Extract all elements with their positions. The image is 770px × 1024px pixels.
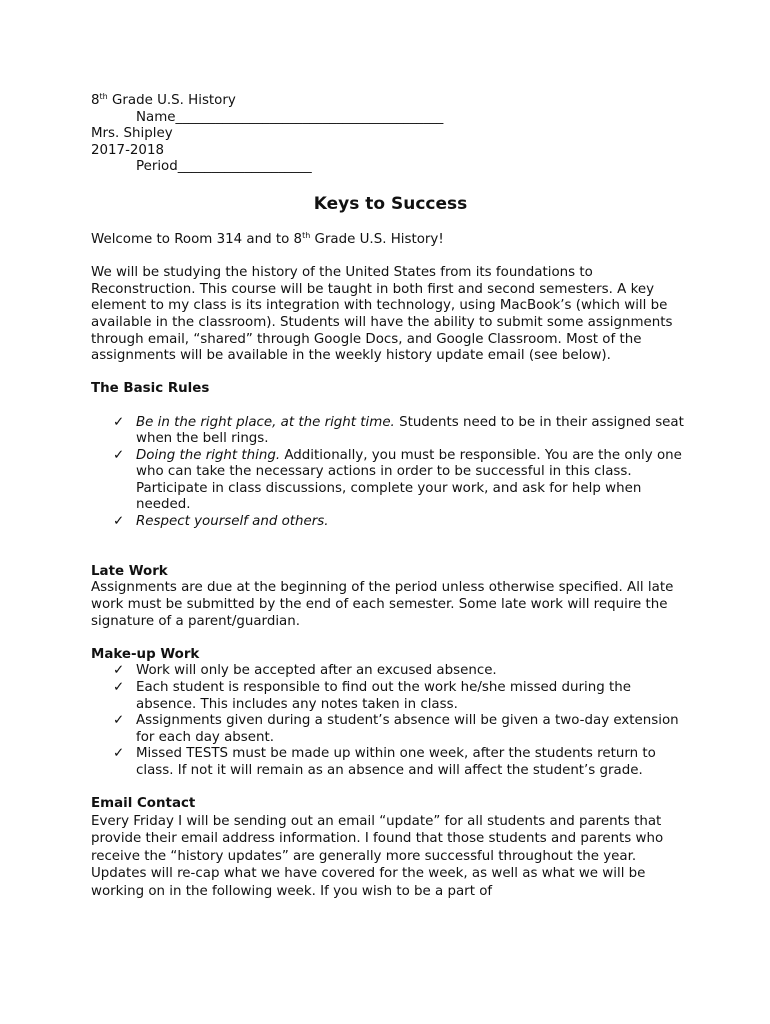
spacer [91,547,691,564]
list-item [113,713,691,746]
period-label: Period [136,159,178,175]
welcome-line [91,232,691,249]
checkmark-icon: ✓ [113,414,125,430]
spacer [91,365,691,382]
checkmark-icon: ✓ [113,663,125,679]
header-block [91,93,691,176]
document-body [91,93,691,900]
checkmark-icon: ✓ [113,514,125,530]
rule-emphasis: Be in the right place, at the right time. [136,414,395,430]
period-blank: ____________________ [177,159,312,175]
welcome-before: Welcome to Room 314 and to 8 [91,231,303,247]
makeup-text: Assignments given during a student’s absence will be given a two-day extension for each day absent. [136,713,679,745]
rule-emphasis: Respect yourself and others. [136,514,329,530]
school-year: 2017-2018 [91,142,164,158]
period-line [91,159,691,176]
course-line [91,93,691,110]
list-item [113,746,691,779]
checkmark-icon: ✓ [113,713,125,729]
teacher-name: Mrs. Shipley [91,126,173,142]
checkmark-icon: ✓ [113,746,125,762]
list-item [113,415,691,448]
makeup-work-heading: Make-up Work [91,646,200,662]
page-title: Keys to Success [313,193,468,214]
rule-emphasis: Doing the right thing. [136,447,281,463]
basic-rules-heading: The Basic Rules [91,381,210,397]
list-item [113,663,691,680]
intro-paragraph: We will be studying the history of the United States from its foundations to Reconstruction. This course will be taught in both first and second semesters. A key element to my class is its integration with technology, using MacBook’s (which will be available in the classroom). Students will have the ability to submit some assignments through email, “shared” through Google Docs, and Google Classroom. Most of the assignments will be available in the weekly history update email (see below). [91,265,673,364]
checkmark-icon: ✓ [113,447,125,463]
spacer [91,531,691,548]
spacer [91,398,691,415]
makeup-text: Missed TESTS must be made up within one week, after the students return to class. If not it will remain as an absence and will affect the student’s grade. [136,746,656,778]
spacer [91,249,691,266]
course-name: Grade U.S. History [112,93,236,108]
spacer [91,630,691,647]
email-contact-paragraph: Every Friday I will be sending out an email “update” for all students and parents that provide their email address information. I found that those students and parents who receive the “history updates” are generally more successful throughout the year. Updates will re-cap what we have covered for the week, as well as what we will be working on in the following week. If you wish to be a part of [91,813,664,899]
welcome-sup: th [302,230,311,240]
list-item [113,514,691,531]
basic-rules-list [91,415,691,531]
spacer [91,780,691,797]
name-label: Name [136,109,176,125]
name-line [91,110,691,127]
makeup-work-list [91,663,691,779]
list-item [113,448,691,514]
late-work-paragraph: Assignments are due at the beginning of the period unless otherwise specified. All late work must be submitted by the end of each semester. Some late work will require the signature of a parent/guardian. [91,580,674,629]
name-blank: ________________________________________ [175,109,444,125]
makeup-text: Work will only be accepted after an excused absence. [136,663,497,679]
checkmark-icon: ✓ [113,680,125,695]
email-contact-heading: Email Contact [91,796,196,812]
late-work-heading: Late Work [91,563,168,579]
course-grade: 8 [91,93,100,108]
course-grade-sup: th [99,92,108,101]
welcome-after: Grade U.S. History! [310,231,444,247]
rule-text: Students need to be in their assigned seat when the bell rings. [136,414,684,447]
rule-text: Additionally, you must be responsible. You are the only one who can take the necessary actions in order to be successful in this class. Participate in class discussions, complete your work, and ask for help when needed. [136,447,682,513]
makeup-text: Each student is responsible to find out the work he/she missed during the absence. This includes any notes taken in class. [136,680,631,712]
list-item [113,680,691,713]
